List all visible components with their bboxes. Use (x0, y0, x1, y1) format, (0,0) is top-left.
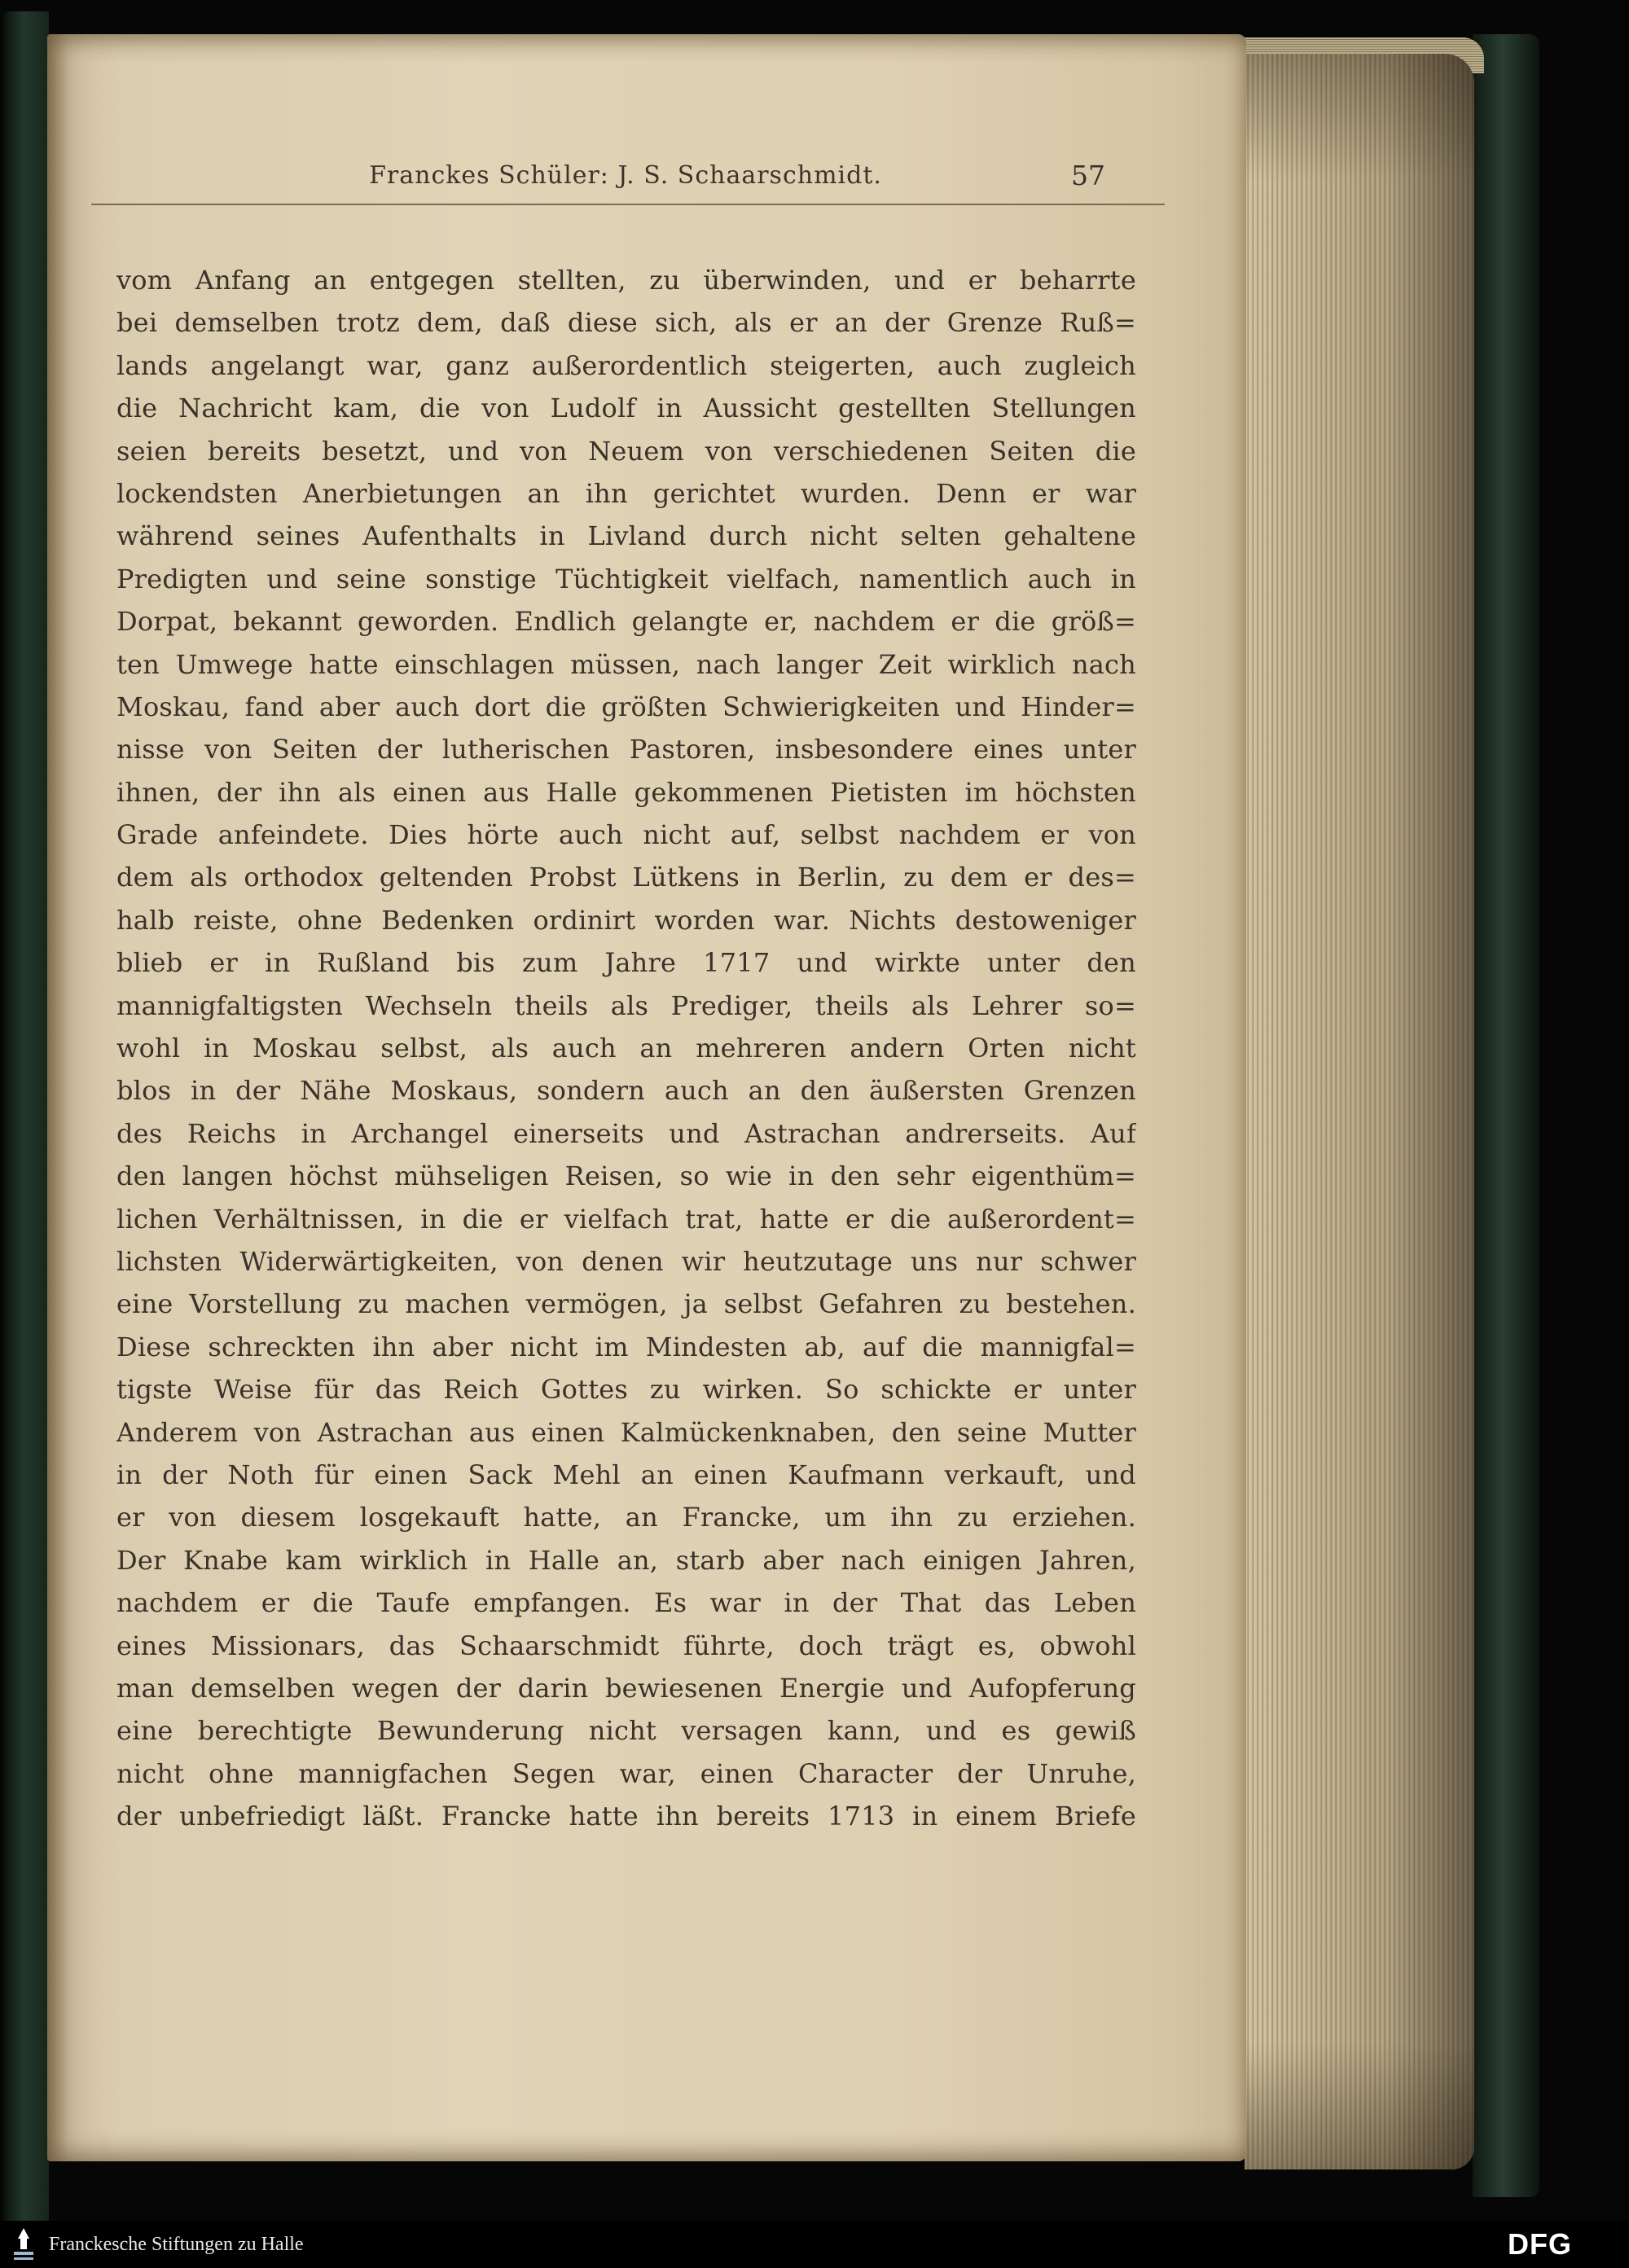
body-text (116, 259, 1136, 1837)
text-line: Diese schreckten ihn aber nicht im Mindesten ab, auf die mannigfal= (116, 1331, 1136, 1362)
text-line: lands angelangt war, ganz außerordentlich steigerten, auch zugleich (116, 349, 1136, 381)
text-line: nicht ohne mannigfachen Segen war, einen Character der Unruhe, (116, 1757, 1136, 1789)
text-line: Grade anfeindete. Dies hörte auch nicht auf, selbst nachdem er von (116, 819, 1136, 851)
text-line: der unbefriedigt läßt. Francke hatte ihn bereits 1713 in einem Briefe (116, 1801, 1136, 1832)
footer-bar (0, 2221, 1629, 2268)
running-title: Franckes Schüler: J. S. Schaarschmidt. (369, 161, 882, 190)
header-rule (91, 204, 1165, 205)
text-line: nisse von Seiten der lutherischen Pastoren, insbesondere eines unter (116, 734, 1136, 766)
text-line: blieb er in Rußland bis zum Jahre 1717 und wirkte unter den (116, 947, 1136, 979)
text-line: Dorpat, bekannt geworden. Endlich gelangte er, nachdem er die größ= (116, 606, 1136, 638)
text-line: in der Noth für einen Sack Mehl an einen Kaufmann verkauft, und (116, 1459, 1136, 1490)
text-line: vom Anfang an entgegen stellten, zu überwinden, und er beharrte (116, 265, 1136, 296)
text-line: nachdem er die Taufe empfangen. Es war in der That das Leben (116, 1587, 1136, 1619)
page-header (116, 161, 1135, 197)
text-line: ten Umwege hatte einschlagen müssen, nach langer Zeit wirklich nach (116, 648, 1136, 680)
page-stack-fore-edge (1245, 54, 1474, 2169)
text-line: dem als orthodox geltenden Probst Lütkens in Berlin, zu dem er des= (116, 862, 1136, 893)
footer-left (0, 2226, 304, 2262)
text-line: er von diesem losgekauft hatte, an Francke, um ihn zu erziehen. (116, 1502, 1136, 1533)
text-line: Predigten und seine sonstige Tüchtigkeit vielfach, namentlich auch in (116, 563, 1136, 594)
text-line: man demselben wegen der darin bewiesenen Energie und Aufopferung (116, 1672, 1136, 1704)
text-line: Anderem von Astrachan aus einen Kalmückenknaben, den seine Mutter (116, 1416, 1136, 1448)
text-line: lichen Verhältnissen, in die er vielfach trat, hatte er die außerordent= (116, 1203, 1136, 1235)
text-line: tigste Weise für das Reich Gottes zu wirken. So schickte er unter (116, 1374, 1136, 1406)
text-line: ihnen, der ihn als einen aus Halle gekommenen Pietisten im höchsten (116, 776, 1136, 808)
page-number: 57 (1071, 160, 1105, 191)
text-line: Der Knabe kam wirklich in Halle an, starb aber nach einigen Jahren, (116, 1544, 1136, 1576)
library-name: Franckesche Stiftungen zu Halle (49, 2233, 304, 2255)
book-cover-back (1473, 34, 1539, 2197)
text-line: bei demselben trotz dem, daß diese sich, als er an der Grenze Ruß= (116, 307, 1136, 339)
text-line: Moskau, fand aber auch dort die größten Schwierigkeiten und Hinder= (116, 691, 1136, 722)
text-line: während seines Aufenthalts in Livland durch nicht selten gehaltene (116, 520, 1136, 552)
text-line: eine Vorstellung zu machen vermögen, ja selbst Gefahren zu bestehen. (116, 1288, 1136, 1320)
text-line: den langen höchst mühseligen Reisen, so wie in den sehr eigenthüm= (116, 1160, 1136, 1192)
text-line: wohl in Moskau selbst, als auch an mehreren andern Orten nicht (116, 1033, 1136, 1064)
book-cover-spine (3, 11, 49, 2246)
text-line: blos in der Nähe Moskaus, sondern auch an den äußersten Grenzen (116, 1075, 1136, 1107)
text-line: eine berechtigte Bewunderung nicht versagen kann, und es gewiß (116, 1715, 1136, 1747)
book-page (47, 34, 1246, 2161)
text-line: eines Missionars, das Schaarschmidt führte, doch trägt es, obwohl (116, 1630, 1136, 1661)
dfg-logo: DFG (1508, 2227, 1572, 2261)
franckesche-stiftungen-logo-icon (10, 2226, 37, 2262)
text-line: mannigfaltigsten Wechseln theils als Prediger, theils als Lehrer so= (116, 989, 1136, 1021)
text-line: die Nachricht kam, die von Ludolf in Aussicht gestellten Stellungen (116, 393, 1136, 424)
text-line: lockendsten Anerbietungen an ihn gerichtet wurden. Denn er war (116, 477, 1136, 509)
text-line: seien bereits besetzt, und von Neuem von verschiedenen Seiten die (116, 435, 1136, 467)
text-line: des Reichs in Archangel einerseits und Astrachan andrerseits. Auf (116, 1117, 1136, 1149)
text-line: halb reiste, ohne Bedenken ordinirt worden war. Nichts destoweniger (116, 904, 1136, 936)
text-line: lichsten Widerwärtigkeiten, von denen wir heutzutage uns nur schwer (116, 1245, 1136, 1277)
